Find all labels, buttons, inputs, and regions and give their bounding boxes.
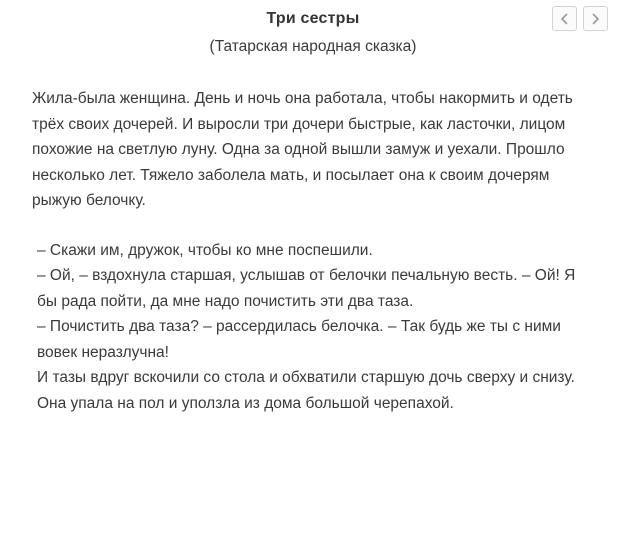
story-dialog-line: – Почистить два таза? – рассердилась белочка. – Так будь же ты с ними вовек неразлучна! (37, 318, 561, 361)
story-dialog-line: – Ой, – вздохнула старшая, услышав от белочки печальную весть. – Ой! Я бы рада пойти, да мне надо почистить эти два таза. (37, 267, 576, 310)
page-title: Три сестры (266, 10, 360, 27)
paragraph-spacer (32, 214, 596, 238)
chevron-left-icon (560, 13, 569, 25)
story-paragraph: Жила-была женщина. День и ночь она работала, чтобы накормить и одеть трёх своих дочерей. И выросли три дочери быстрые, как ласточки, лицом похожие на светлую луну. Одна за одной вышли замуж и уехали. Прошло несколько лет. Тяжело заболела мать, и посылает она к своим дочерям рыжую белочку. (32, 90, 573, 209)
story-dialog-line: И тазы вдруг вскочили со стола и обхватили старшую дочь сверху и снизу. Она упала на пол и уползла из дома большой черепахой. (37, 369, 575, 412)
previous-page-button[interactable] (552, 6, 577, 31)
chevron-right-icon (591, 13, 600, 25)
page-header (0, 0, 626, 58)
page-subtitle: (Татарская народная сказка) (209, 38, 417, 55)
pagination-controls (552, 6, 608, 31)
story-body (0, 86, 626, 416)
story-dialog-line: – Скажи им, дружок, чтобы ко мне поспешили. (37, 241, 373, 259)
next-page-button[interactable] (583, 6, 608, 31)
